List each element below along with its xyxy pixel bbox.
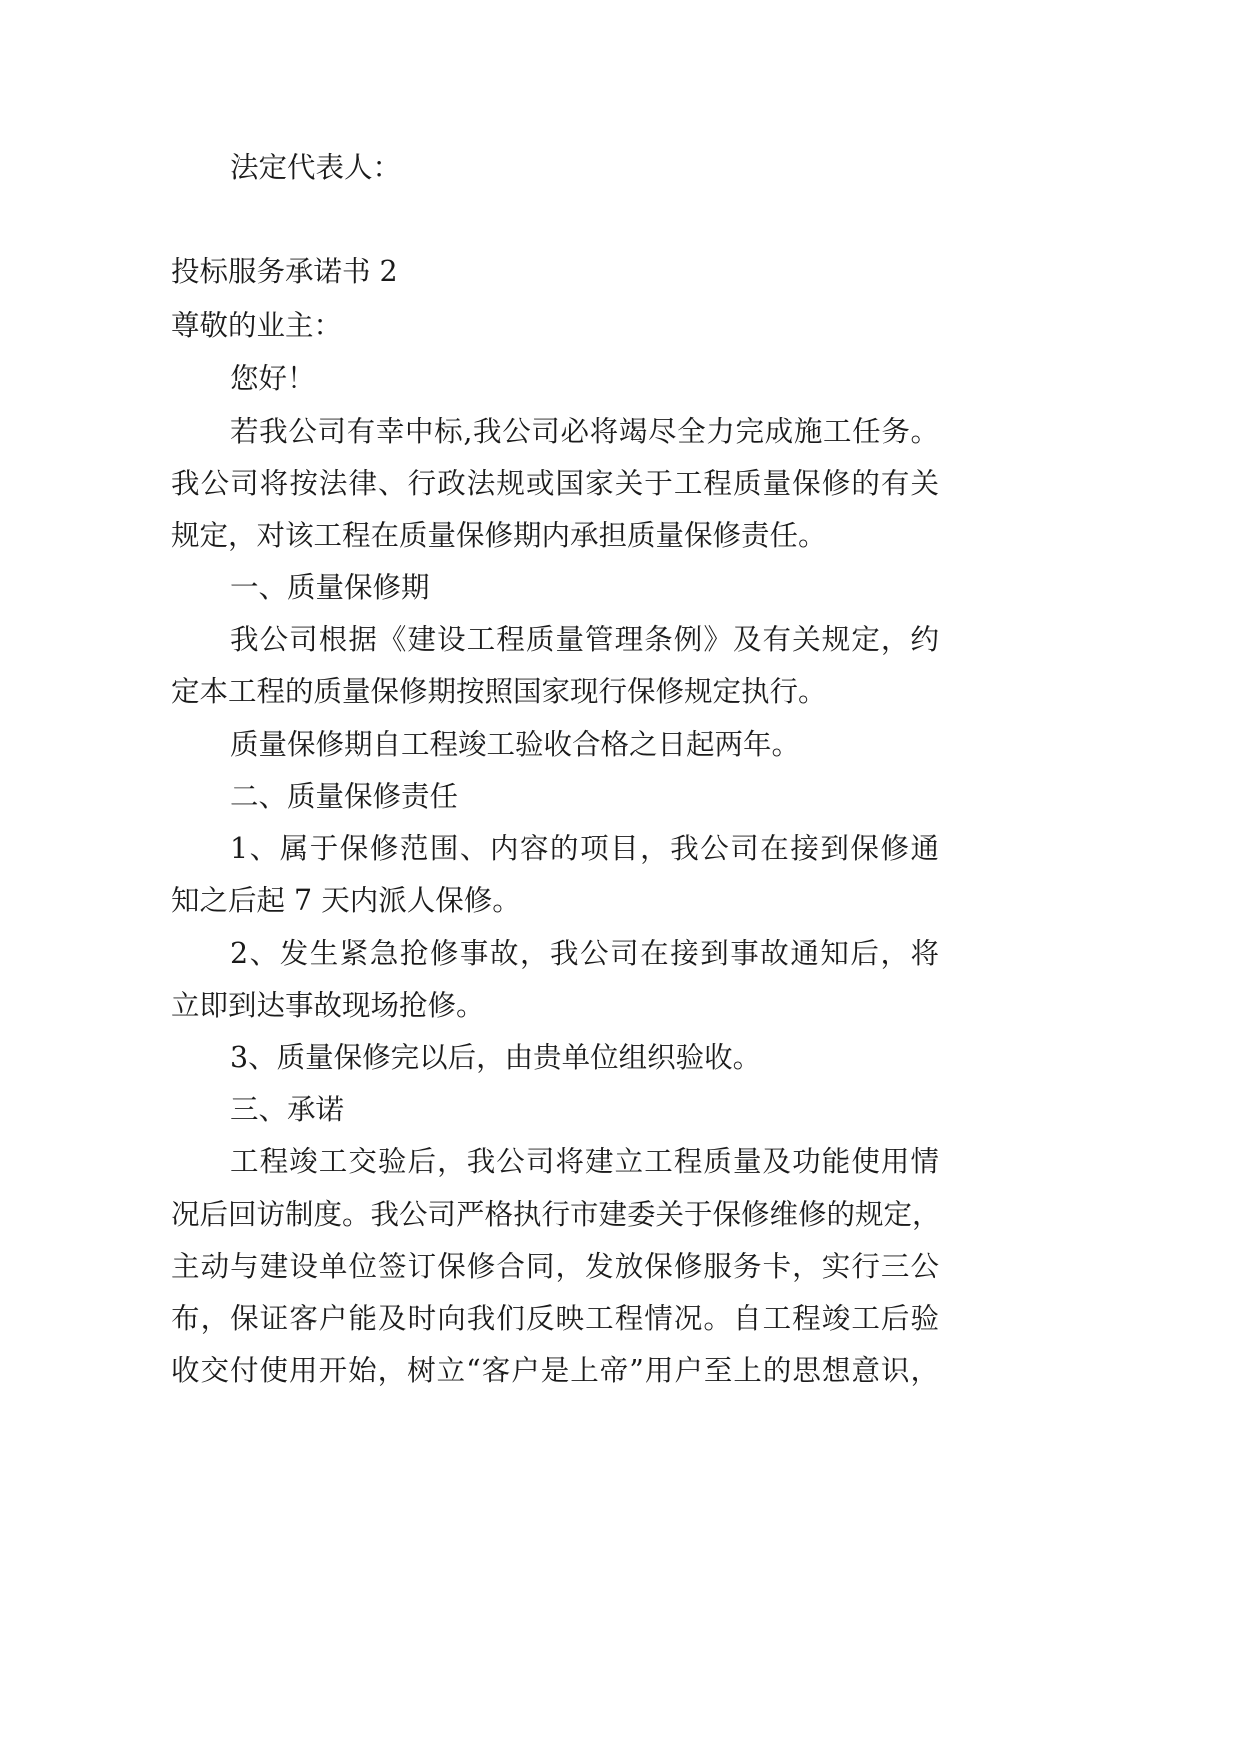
paragraph-line: 规定，对该工程在质量保修期内承担质量保修责任。: [171, 519, 827, 552]
paragraph-line: 布，保证客户能及时向我们反映工程情况。自工程竣工后验: [171, 1302, 939, 1335]
paragraph-line: 工程竣工交验后，我公司将建立工程质量及功能使用情: [230, 1145, 939, 1178]
greeting: 您好！: [230, 362, 316, 395]
paragraph-line: 定本工程的质量保修期按照国家现行保修规定执行。: [171, 675, 827, 708]
section-heading: 一、质量保修期: [230, 571, 430, 604]
legal-representative-label: 法定代表人：: [230, 151, 402, 184]
paragraph-line: 主动与建设单位签订保修合同，发放保修服务卡，实行三公: [171, 1250, 939, 1283]
list-item-line: 知之后起 7 天内派人保修。: [171, 884, 521, 917]
paragraph-line: 收交付使用开始，树立“客户是上帝”用户至上的思想意识，: [171, 1354, 939, 1387]
paragraph-line: 若我公司有幸中标,我公司必将竭尽全力完成施工任务。: [230, 415, 939, 448]
paragraph-line: 况后回访制度。我公司严格执行市建委关于保修维修的规定，: [171, 1198, 941, 1231]
list-item-line: 2、发生紧急抢修事故，我公司在接到事故通知后，将: [230, 937, 939, 970]
paragraph-line: 我公司将按法律、行政法规或国家关于工程质量保修的有关: [171, 467, 939, 500]
section-heading: 二、质量保修责任: [230, 780, 459, 813]
list-item-line: 1、属于保修范围、内容的项目，我公司在接到保修通: [230, 832, 939, 865]
paragraph-line: 我公司根据《建设工程质量管理条例》及有关规定，约: [230, 623, 939, 656]
salutation: 尊敬的业主：: [171, 309, 343, 342]
list-item-line: 3、质量保修完以后，由贵单位组织验收。: [230, 1041, 762, 1074]
section-heading: 三、承诺: [230, 1093, 345, 1126]
paragraph-line: 质量保修期自工程竣工验收合格之日起两年。: [230, 728, 801, 761]
list-item-line: 立即到达事故现场抢修。: [171, 989, 485, 1022]
letter-title: 投标服务承诺书 2: [171, 255, 398, 288]
